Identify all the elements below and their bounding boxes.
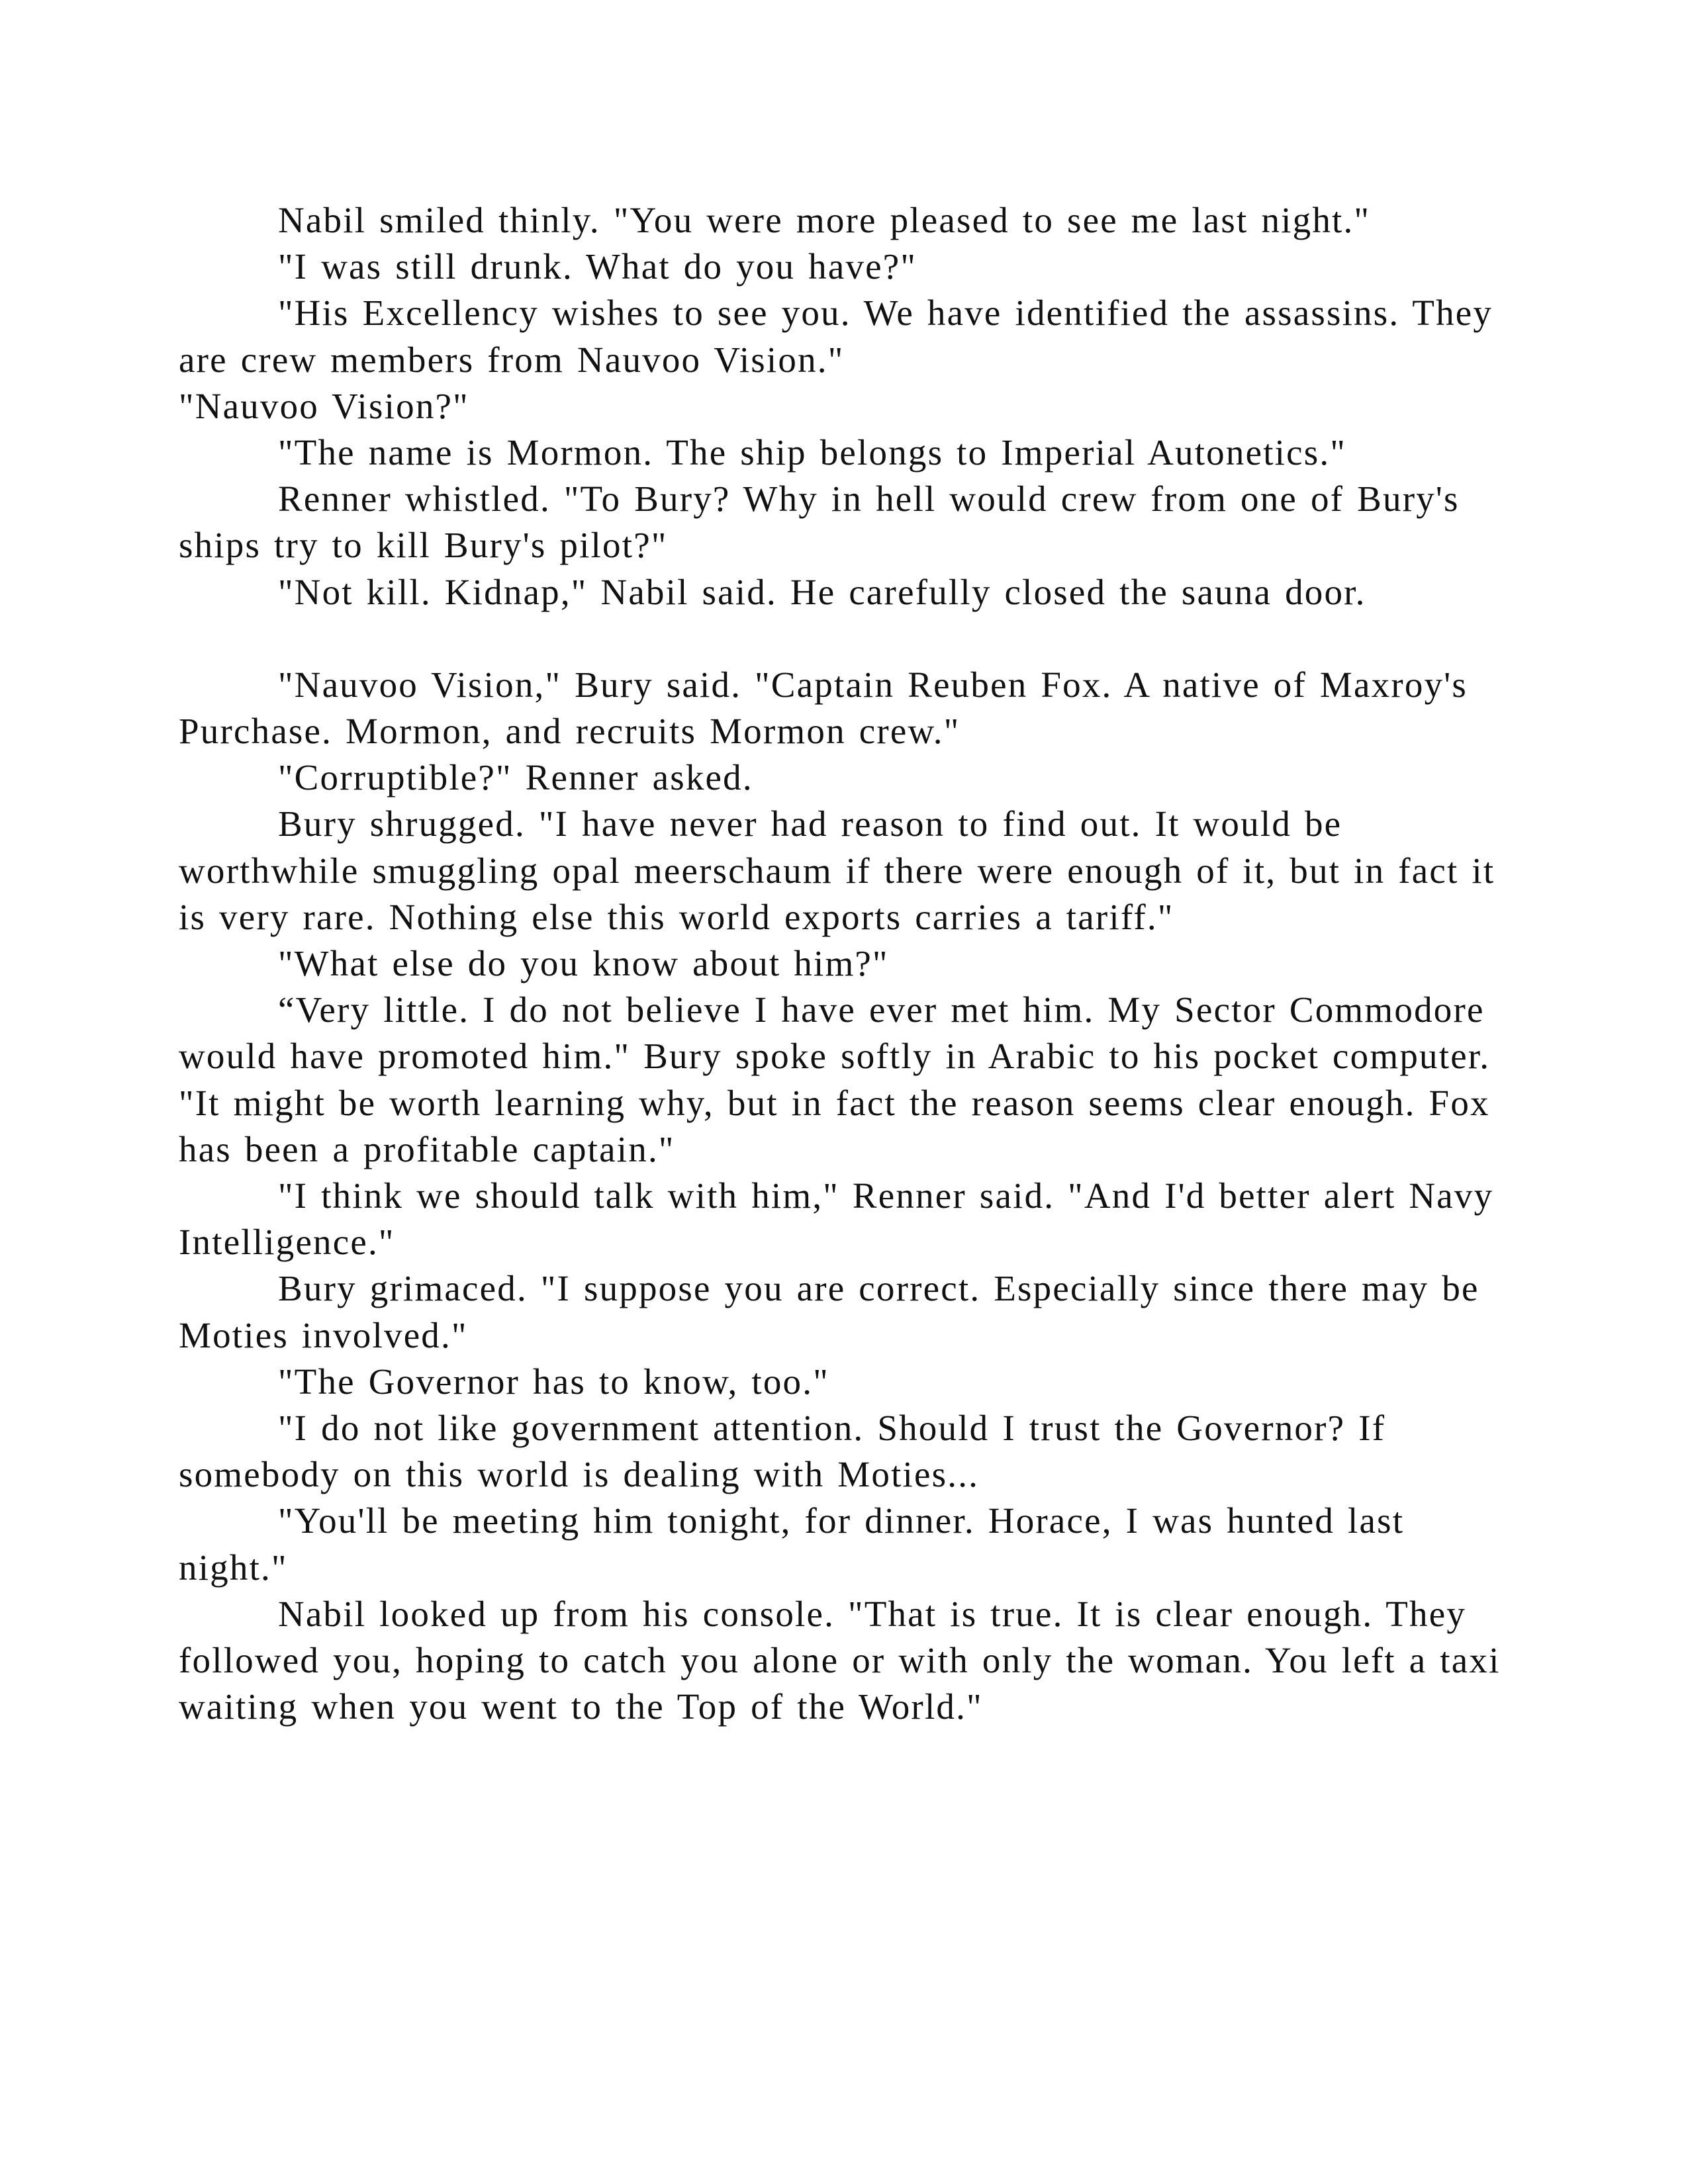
- paragraph: Bury grimaced. "I suppose you are correct. Especially since there may be Moties involved.": [179, 1268, 1479, 1355]
- paragraph: Bury shrugged. "I have never had reason to find out. It would be worthwhile smuggling opal meerschaum if there were enough of it, but in fact it is very rare. Nothing else this world exports carries a tariff.": [179, 803, 1495, 937]
- paragraph: Nabil looked up from his console. "That is true. It is clear enough. They followed you, hoping to catch you alone or with only the woman. You left a taxi waiting when you went to the Top of the World.": [179, 1593, 1501, 1727]
- paragraph: "The Governor has to know, too.": [278, 1361, 829, 1402]
- paragraph: "I do not like government attention. Should I trust the Governor? If somebody on this world is dealing with Moties...: [179, 1408, 1386, 1495]
- paragraph: “Very little. I do not believe I have ever met him. My Sector Commodore would have promoted him." Bury spoke softly in Arabic to his pocket computer. "It might be worth learning why, but in fact the reason seems clear enough. Fox has been a profitable captain.": [179, 989, 1491, 1169]
- paragraph: Nabil smiled thinly. "You were more pleased to see me last night.": [278, 200, 1371, 240]
- paragraph: "Not kill. Kidnap," Nabil said. He carefully closed the sauna door.: [278, 571, 1366, 612]
- section-break: [179, 615, 1503, 662]
- paragraph: "I was still drunk. What do you have?": [278, 246, 917, 287]
- body-text: [179, 197, 1503, 1731]
- paragraph: "I think we should talk with him," Renner said. "And I'd better alert Navy Intelligence.": [179, 1175, 1494, 1263]
- paragraph: "Nauvoo Vision," Bury said. "Captain Reuben Fox. A native of Maxroy's Purchase. Mormon, and recruits Mormon crew.": [179, 664, 1468, 752]
- paragraph: "The name is Mormon. The ship belongs to Imperial Autonetics.": [278, 432, 1346, 473]
- paragraph: "His Excellency wishes to see you. We have identified the assassins. They are crew members from Nauvoo Vision.": [179, 293, 1493, 380]
- paragraph: Renner whistled. "To Bury? Why in hell would crew from one of Bury's ships try to kill Bury's pilot?": [179, 478, 1460, 566]
- paragraph: "You'll be meeting him tonight, for dinner. Horace, I was hunted last night.": [179, 1500, 1405, 1588]
- paragraph: "Corruptible?" Renner asked.: [278, 757, 753, 798]
- paragraph: "What else do you know about him?": [278, 943, 889, 984]
- paragraph: "Nauvoo Vision?": [179, 385, 469, 426]
